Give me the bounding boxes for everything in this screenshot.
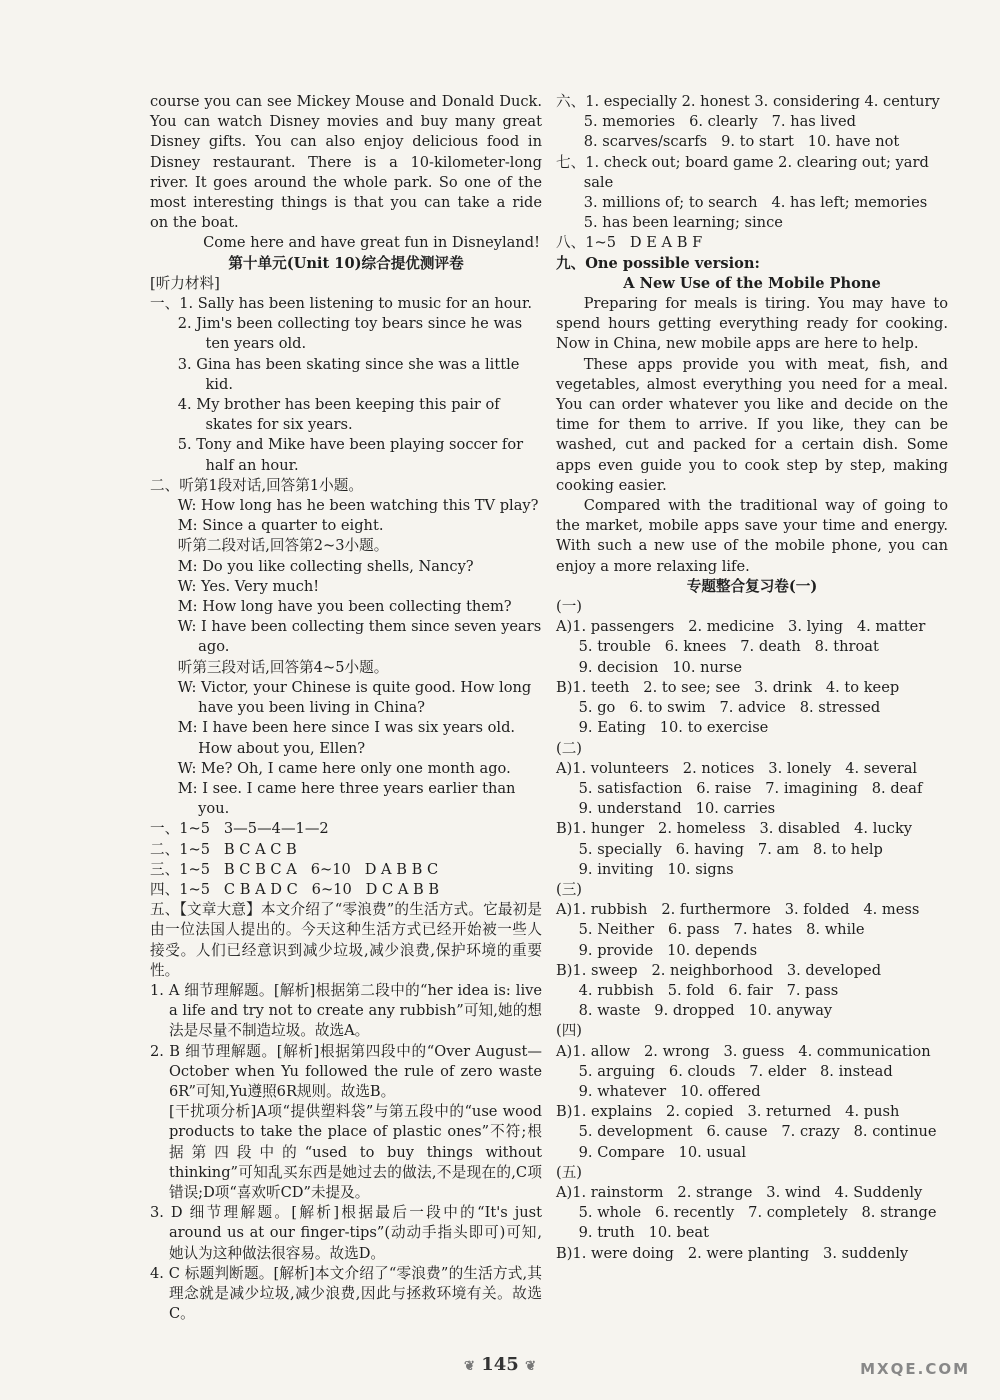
- review-answer-line: 8. waste 9. dropped 10. anyway: [578, 1002, 833, 1020]
- answer-line: 3. millions of; to search 4. has left; memories: [583, 194, 928, 212]
- page-number-text: 145: [481, 1354, 519, 1375]
- answer-line: 8. scarves/scarfs 9. to start 10. have not: [583, 133, 900, 151]
- review-answer-line: 9. Compare 10. usual: [578, 1143, 747, 1161]
- dialog-line: W: How long has he been watching this TV play?: [177, 497, 539, 515]
- passage-continuation: course you can see Mickey Mouse and Donald Duck. You can watch Disney movies and buy many great Disney gifts. You can also enjoy delicious food in Disney restaurant. There is a 10-kilometer-long river. It goes around the whole park. So one of the most interesting things is that you can take a ride on the boat.: [150, 93, 542, 232]
- page-ornament-icon: ❦: [464, 1359, 475, 1374]
- dialog-line: M: How long have you been collecting them?: [177, 598, 512, 616]
- review-answer-line: B)1. were doing 2. were planting 3. suddenly: [556, 1244, 909, 1262]
- answer-line: 一、1~5 3—5—4—1—2: [150, 820, 329, 838]
- review-answer-line: 9. truth 10. beat: [578, 1224, 709, 1242]
- review-answer-line: 9. whatever 10. offered: [578, 1082, 761, 1100]
- page-number: [0, 1354, 1000, 1375]
- review-answer-line: B)1. explains 2. copied 3. returned 4. push: [556, 1103, 900, 1121]
- listening-item: 一、1. Sally has been listening to music for an hour.: [150, 295, 532, 313]
- question-explanation: 3. D 细节理解题。[解析]根据最后一段中的“It's just around us at our finger-tips”(动动手指头即可)可知,她认为这种做法很容易。故选D。: [150, 1204, 542, 1262]
- dialog-heading: 听第二段对话,回答第2~3小题。: [177, 537, 389, 555]
- section5-summary: 五、【文章大意】本文介绍了“零浪费”的生活方式。它最初是由一位法国人提出的。今天这种生活方式已经开始被一些人接受。人们已经意识到减少垃圾,减少浪费,保护环境的重要性。: [150, 901, 542, 979]
- dialog-line: W: Yes. Very much!: [177, 577, 320, 595]
- review-section-heading: (一): [556, 598, 582, 616]
- section2-heading: 二、听第1段对话,回答第1小题。: [150, 476, 363, 494]
- dialog-line: W: I have been collecting them since seven years ago.: [177, 618, 542, 656]
- review-answer-line: A)1. rainstorm 2. strange 3. wind 4. Suddenly: [556, 1183, 923, 1201]
- review-answer-line: B)1. hunger 2. homeless 3. disabled 4. lucky: [556, 820, 913, 838]
- review-answer-line: B)1. sweep 2. neighborhood 3. developed: [556, 961, 882, 979]
- listening-item: 3. Gina has been skating since she was a little kid.: [177, 355, 520, 393]
- dialog-line: M: I have been here since I was six years old. How about you, Ellen?: [177, 719, 516, 757]
- dialog-line: M: Since a quarter to eight.: [177, 517, 384, 535]
- review-section-heading: (三): [556, 880, 582, 898]
- distractor-analysis: [干扰项分析]A项“提供塑料袋”与第五段中的“use wood products to take the place of plastic ones”不符;根据第四段中的“used to buy things without thinking”可知乱买东西是她过去的做法,不是现在的,C项错误;D项“喜欢听CD”未提及。: [168, 1103, 542, 1201]
- answer-line: 二、1~5 B C A C B: [150, 840, 297, 858]
- answer-line: 5. memories 6. clearly 7. has lived: [583, 113, 856, 131]
- dialog-line: M: I see. I came here three years earlier than you.: [177, 779, 516, 818]
- unit-title: 第十单元(Unit 10)综合提优测评卷: [228, 254, 464, 272]
- answer-line: 六、1. especially 2. honest 3. considering 4. century: [556, 93, 940, 110]
- page-ornament-icon: ❦: [525, 1359, 536, 1374]
- review-section-heading: (二): [556, 739, 582, 757]
- essay-title: A New Use of the Mobile Phone: [623, 274, 881, 292]
- review-answer-line: 5. Neither 6. pass 7. hates 8. while: [578, 921, 865, 939]
- answer-line: 四、1~5 C B A D C 6~10 D C A B B: [150, 880, 440, 898]
- review-answer-line: A)1. rubbish 2. furthermore 3. folded 4. mess: [556, 901, 920, 919]
- review-answer-line: 9. Eating 10. to exercise: [578, 719, 769, 737]
- review-answer-line: 5. trouble 6. knees 7. death 8. throat: [578, 638, 879, 656]
- listening-item: 5. Tony and Mike have been playing soccer for half an hour.: [177, 436, 524, 474]
- essay-paragraph: Preparing for meals is tiring. You may have to spend hours getting everything ready for cooking. Now in China, new mobile apps are here to help.: [556, 295, 948, 353]
- question-explanation: 1. A 细节理解题。[解析]根据第二段中的“her idea is: live a life and try not to create any rubbish”可知,她的想法是尽量不制造垃圾。故选A。: [150, 981, 542, 1040]
- review-answer-line: 9. understand 10. carries: [578, 800, 776, 818]
- closing-line: Come here and have great fun in Disneyland!: [203, 234, 540, 252]
- review-answer-line: 4. rubbish 5. fold 6. fair 7. pass: [578, 981, 839, 999]
- listening-item: 4. My brother has been keeping this pair of skates for six years.: [177, 396, 500, 434]
- listening-header: [听力材料]: [150, 274, 220, 292]
- writing-heading: 九、One possible version:: [556, 254, 760, 272]
- review-answer-line: 5. whole 6. recently 7. completely 8. strange: [578, 1204, 937, 1222]
- answer-line: 八、1~5 D E A B F: [556, 234, 703, 252]
- right-column: [556, 92, 948, 1264]
- review-answer-line: 5. development 6. cause 7. crazy 8. continue: [578, 1123, 937, 1141]
- review-section-heading: (四): [556, 1022, 582, 1040]
- listening-item: 2. Jim's been collecting toy bears since he was ten years old.: [177, 315, 523, 353]
- review-answer-line: 5. satisfaction 6. raise 7. imagining 8. deaf: [578, 779, 923, 797]
- review-answer-line: 9. decision 10. nurse: [578, 658, 743, 676]
- review-answer-line: 5. specially 6. having 7. am 8. to help: [578, 840, 883, 858]
- review-answer-line: 5. go 6. to swim 7. advice 8. stressed: [578, 699, 881, 717]
- review-answer-line: A)1. passengers 2. medicine 3. lying 4. matter: [556, 618, 926, 636]
- watermark: MXQE.COM: [860, 1360, 970, 1378]
- answer-line: 5. has been learning; since: [583, 214, 783, 232]
- review-section-heading: (五): [556, 1163, 582, 1181]
- review-answer-line: A)1. volunteers 2. notices 3. lonely 4. several: [556, 759, 918, 777]
- review-answer-line: 5. arguing 6. clouds 7. elder 8. instead: [578, 1062, 893, 1080]
- answer-line: 三、1~5 B C B C A 6~10 D A B B C: [150, 860, 439, 878]
- answer-line: 七、1. check out; board game 2. clearing out; yard sale: [556, 153, 929, 191]
- dialog-line: M: Do you like collecting shells, Nancy?: [177, 557, 474, 575]
- dialog-line: W: Victor, your Chinese is quite good. How long have you been living in China?: [177, 678, 532, 717]
- dialog-heading: 听第三段对话,回答第4~5小题。: [177, 658, 389, 676]
- question-explanation: 2. B 细节理解题。[解析]根据第四段中的“Over August—October when Yu followed the rule of zero waste 6R”可知,Yu遵照6R规则。故选B。: [150, 1042, 542, 1100]
- review-answer-line: 9. inviting 10. signs: [578, 860, 734, 878]
- review-answer-line: B)1. teeth 2. to see; see 3. drink 4. to keep: [556, 678, 900, 696]
- review-answer-line: A)1. allow 2. wrong 3. guess 4. communication: [556, 1042, 931, 1060]
- essay-paragraph: Compared with the traditional way of going to the market, mobile apps save your time and energy. With such a new use of the mobile phone, you can enjoy a more relaxing life.: [556, 497, 948, 575]
- review-answer-line: 9. provide 10. depends: [578, 941, 758, 959]
- question-explanation: 4. C 标题判断题。[解析]本文介绍了“零浪费”的生活方式,其理念就是减少垃圾,减少浪费,因此与拯救环境有关。故选C。: [150, 1264, 542, 1323]
- review-title: 专题整合复习卷(一): [686, 577, 818, 595]
- review-answers: [556, 597, 948, 1264]
- dialog-line: W: Me? Oh, I came here only one month ago.: [177, 759, 511, 777]
- essay-paragraph: These apps provide you with meat, fish, and vegetables, almost everything you need for a meal. You can order whatever you like and decide on the time for them to arrive. If you like, they can be washed, cut and packed for a certain dish. Some apps even guide you to cook step by step, making cooking easier.: [556, 355, 948, 494]
- left-column: [150, 92, 542, 1324]
